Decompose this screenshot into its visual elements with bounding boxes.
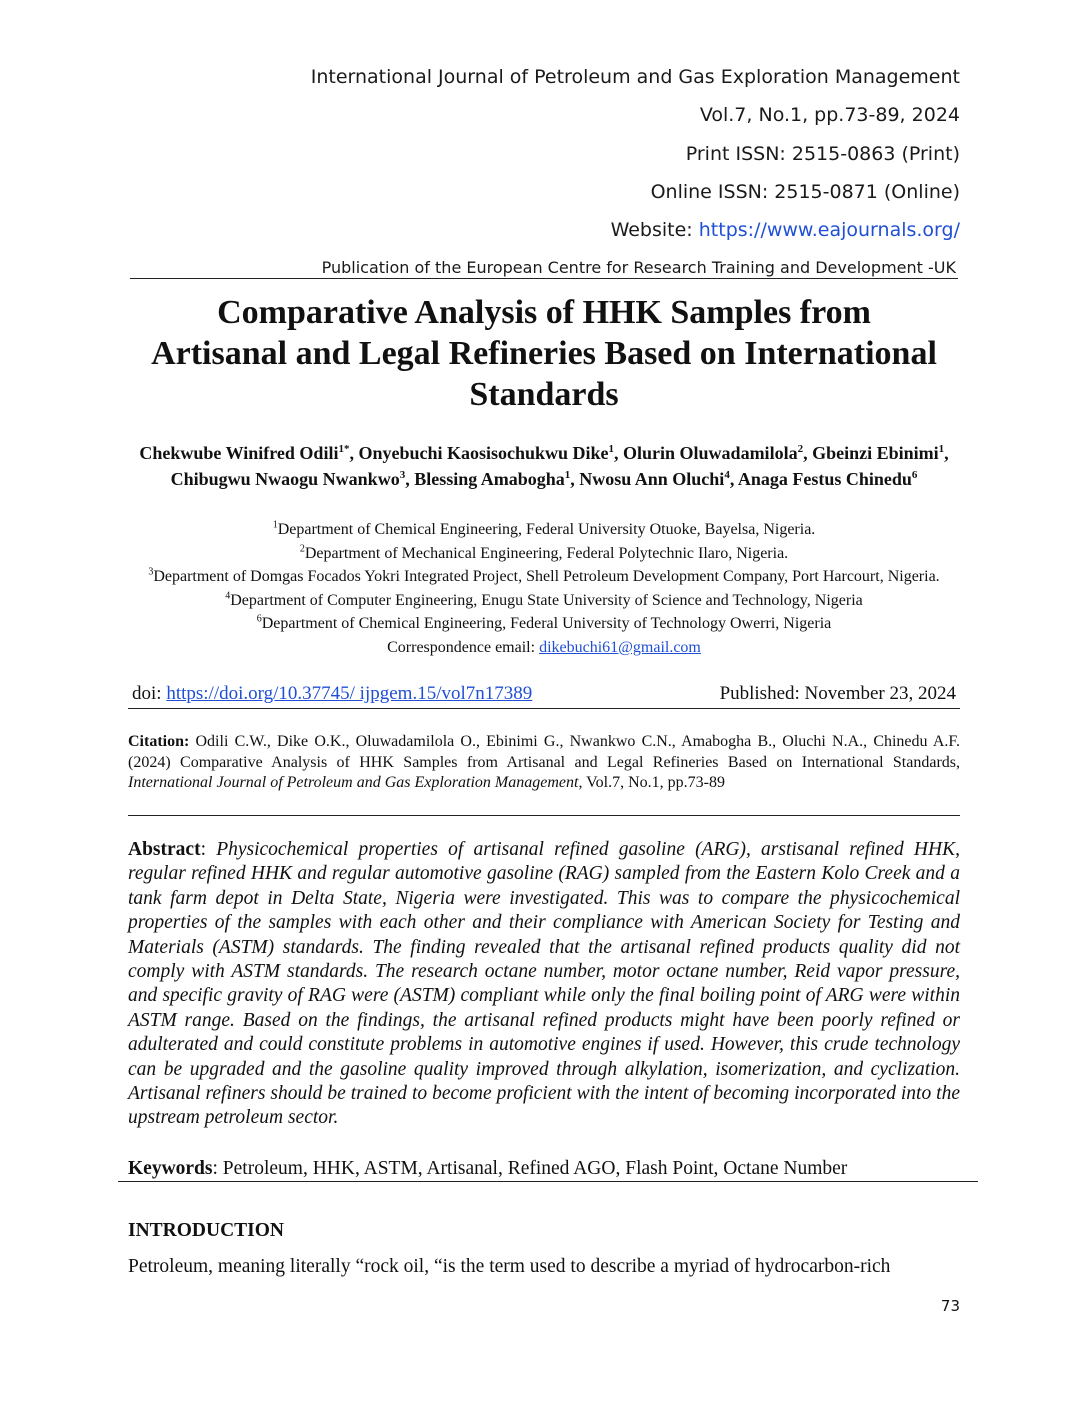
author-name: Anaga Festus Chinedu bbox=[737, 469, 912, 489]
author-8 bbox=[738, 469, 918, 489]
citation-label: Citation: bbox=[128, 733, 190, 750]
citation-journal: International Journal of Petroleum and Gas Exploration Management bbox=[128, 774, 579, 791]
author-affiliation-mark: 4 bbox=[724, 469, 730, 481]
citation-divider bbox=[128, 815, 960, 816]
journal-name: International Journal of Petroleum and Gas Exploration Management bbox=[310, 66, 960, 88]
page-number: 73 bbox=[940, 1297, 960, 1315]
website-label: Website: bbox=[610, 219, 699, 241]
citation-block bbox=[128, 732, 960, 794]
author-1 bbox=[139, 443, 349, 463]
keywords-line bbox=[128, 1157, 960, 1181]
author-affiliation-mark: 1 bbox=[564, 469, 571, 481]
online-issn: Online ISSN: 2515-0871 (Online) bbox=[650, 181, 960, 203]
introduction-text: Petroleum, meaning literally “rock oil, “is the term used to describe a myriad of hydrocarbon-rich bbox=[128, 1256, 891, 1277]
keywords-label: Keywords bbox=[128, 1158, 213, 1179]
affiliation-2: $^2$Department of Mechanical Engineering, Federal Polytechnic Ilaro, Nigeria. bbox=[299, 543, 789, 562]
doi-label: doi: bbox=[132, 683, 167, 704]
affiliation-4: $^4$Department of Computer Engineering, Enugu State University of Science and Technology, Nigeria bbox=[225, 590, 863, 609]
volume-info: Vol.7, No.1, pp.73-89, 2024 bbox=[699, 104, 960, 126]
citation-volume: , Vol.7, No.1, pp.73-89 bbox=[578, 774, 725, 791]
title-line-2: Artisanal and Legal Refineries Based on International bbox=[151, 335, 937, 372]
affiliation-1: $^1$Department of Chemical Engineering, Federal University Otuoke, Bayelsa, Nigeria. bbox=[272, 519, 816, 538]
author-affiliation-mark: 3 bbox=[399, 469, 406, 481]
print-issn: Print ISSN: 2515-0863 (Print) bbox=[685, 143, 960, 165]
doi-link[interactable]: https://doi.org/10.37745/ ijpgem.15/vol7n17389 bbox=[166, 683, 533, 704]
publisher-row bbox=[130, 258, 958, 282]
author-7 bbox=[579, 469, 730, 489]
author-name: Olurin Oluwadamilola bbox=[623, 443, 798, 463]
published-date: Published: November 23, 2024 bbox=[719, 683, 956, 704]
publisher-text: Publication of the European Centre for Research Training and Development -UK bbox=[321, 258, 956, 277]
author-affiliation-mark: 2 bbox=[797, 443, 804, 455]
affiliation-3: $^3$Department of Domgas Focados Yokri Integrated Project, Shell Petroleum Development Company, Port Harcourt, Nigeria. bbox=[148, 566, 940, 585]
title-line-1: Comparative Analysis of HHK Samples from bbox=[217, 294, 871, 331]
author-name: Chekwube Winifred Odili bbox=[139, 443, 339, 463]
keywords-divider bbox=[118, 1181, 978, 1182]
author-2 bbox=[358, 443, 614, 463]
website-link[interactable]: https://www.eajournals.org/ bbox=[698, 219, 960, 241]
website-line bbox=[611, 219, 960, 241]
doi bbox=[132, 683, 532, 705]
header-divider bbox=[130, 278, 958, 279]
correspondence-line bbox=[120, 636, 968, 660]
correspondence-email-link[interactable]: dikebuchi61@gmail.com bbox=[539, 638, 701, 656]
author-affiliation-mark: 6 bbox=[911, 469, 918, 481]
author-name: Chibugwu Nwaogu Nwankwo bbox=[170, 469, 400, 489]
abstract-label: Abstract bbox=[128, 839, 201, 860]
author-affiliation-mark: 1 bbox=[608, 443, 615, 455]
correspondence-label: Correspondence email: bbox=[387, 638, 540, 656]
keywords-text: Petroleum, HHK, ASTM, Artisanal, Refined AGO, Flash Point, Octane Number bbox=[222, 1158, 848, 1179]
abstract-colon: : bbox=[200, 839, 217, 860]
author-4 bbox=[812, 443, 944, 463]
paper-title bbox=[110, 292, 978, 415]
affiliation-list bbox=[120, 518, 968, 659]
author-name: Onyebuchi Kaosisochukwu Dike bbox=[358, 443, 609, 463]
doi-divider bbox=[128, 708, 960, 709]
doi-row bbox=[128, 683, 960, 709]
title-line-3: Standards bbox=[469, 376, 619, 413]
author-name: Nwosu Ann Oluchi bbox=[579, 469, 725, 489]
keywords-colon: : bbox=[212, 1158, 223, 1179]
author-3 bbox=[623, 443, 803, 463]
author-name: Gbeinzi Ebinimi bbox=[812, 443, 939, 463]
author-6 bbox=[414, 469, 570, 489]
author-5 bbox=[171, 469, 406, 489]
citation-text: Odili C.W., Dike O.K., Oluwadamilola O., Ebinimi G., Nwankwo C.N., Amabogha B., Oluchi N.A., Chinedu A.F.(2024) Comparative Analysis of HHK Samples from Artisanal and Legal Refineries Based on International Standards, bbox=[128, 733, 960, 771]
affiliation-6: $^6$Department of Chemical Engineering, Federal University of Technology Owerri, Nigeria bbox=[256, 613, 832, 632]
author-name: Blessing Amabogha bbox=[414, 469, 565, 489]
abstract-block bbox=[128, 838, 960, 1131]
abstract-text: Physicochemical properties of artisanal refined gasoline (ARG), arstisanal refined HHK, regular refined HHK and regular automotive gasoline (RAG) sampled from the Eastern Kolo Creek and a tank farm depot in Delta State, Nigeria were investigated. This was to compare the physicochemical properties of the samples with each other and their compliance with American Society for Testing and Materials (ASTM) standards. The finding revealed that the artisanal refined products quality did not comply with ASTM standards. The research octane number, motor octane number, Reid vapor pressure, and specific gravity of RAG were (ASTM) compliant while only the final boiling point of ARG were within ASTM range. Based on the findings, the artisanal refined products might have been poorly refined or adulterated and could constitute problems in automotive engines if used. However, this crude technology can be upgraded and the gasoline quality improved through alkylation, isomerization, and cyclization. Artisanal refiners should be trained to become proficient with the intent of becoming incorporated into the upstream petroleum sector. bbox=[128, 839, 960, 1129]
author-list: Chekwube Winifred Odili$^{1*}$, Onyebuchi Kaosisochukwu Dike$^1$, Olurin Oluwadamilola$^2$, Gbeinzi Ebinimi$^1$, Chibugwu Nwaogu Nwankwo$^3$, Blessing Amabogha$^1$, Nwosu Ann Oluchi$^4$, Anaga Festus Chinedu$^6$ bbox=[139, 443, 949, 489]
author-affiliation-mark: 1* bbox=[338, 443, 350, 455]
introduction-heading: INTRODUCTION bbox=[128, 1220, 285, 1241]
author-affiliation-mark: 1 bbox=[938, 443, 945, 455]
